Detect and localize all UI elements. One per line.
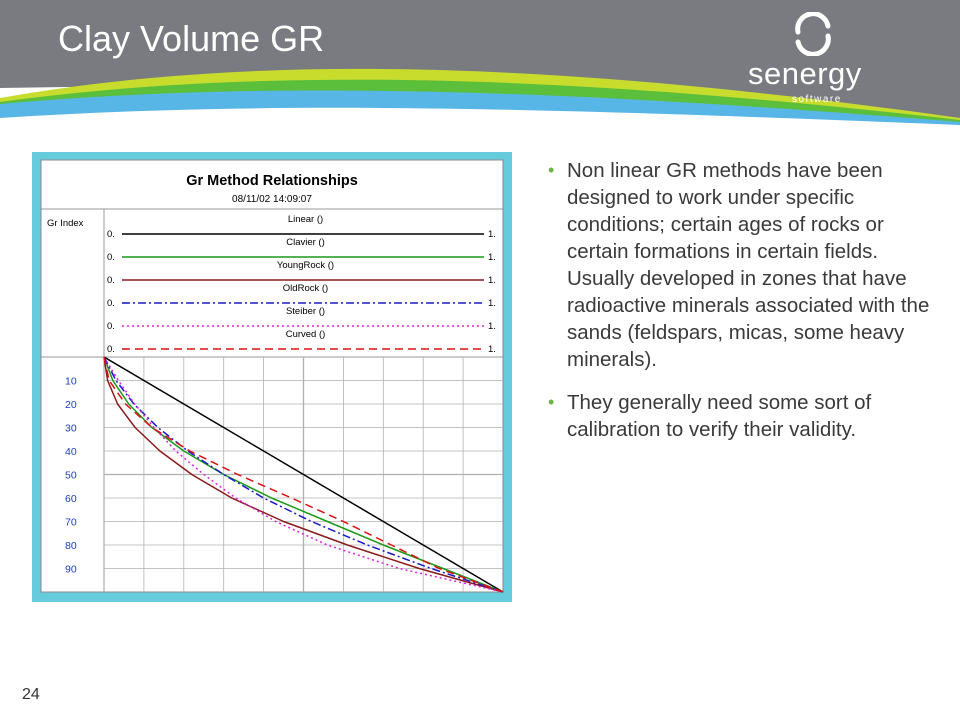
- legend-scale-right: 1.: [488, 275, 496, 286]
- y-tick-label: 90: [65, 563, 77, 576]
- bullet-list: [548, 157, 933, 459]
- chart-panel: [41, 160, 503, 592]
- legend-label: YoungRock (): [276, 260, 335, 271]
- y-tick-label: 40: [65, 446, 77, 458]
- bullet-item: [548, 389, 933, 443]
- y-tick-label: 80: [65, 540, 77, 552]
- bullet-text: Non linear GR methods have been designed to work under specific conditions; certain ages of rocks or certain formations in certain fields. Usually developed in zones that have radioactive minerals associated with the sands (feldspars, micas, some heavy minerals).: [567, 159, 930, 371]
- legend-label: Clavier (): [286, 237, 325, 248]
- legend-scale-right: 1.: [488, 344, 496, 355]
- logo-word: senergy: [748, 56, 862, 91]
- logo-subtext: software: [792, 94, 842, 105]
- legend-scale-right: 1.: [488, 252, 496, 263]
- legend-scale-right: 1.: [488, 298, 496, 309]
- slide-number: 24: [22, 686, 40, 703]
- y-axis-ticks: [65, 376, 77, 576]
- y-tick-label: 50: [65, 469, 77, 482]
- legend-label: Linear (): [287, 214, 324, 225]
- y-tick-label: 70: [65, 516, 77, 529]
- chart-title: Gr Method Relationships: [186, 173, 358, 189]
- chart-timestamp: 08/11/02 14:09:07: [232, 194, 312, 205]
- logo-swirl-icon: [790, 12, 836, 56]
- y-tick-label: 10: [65, 375, 77, 388]
- y-tick-label: 20: [65, 399, 77, 411]
- legend-scale-right: 1.: [488, 321, 496, 332]
- legend-label: Curved (): [285, 329, 326, 340]
- legend-scale-left: 0.: [107, 344, 115, 355]
- slide-header: [0, 0, 960, 125]
- legend-scale-left: 0.: [107, 298, 115, 309]
- y-tick-label: 60: [65, 493, 77, 505]
- legend-scale-left: 0.: [107, 275, 115, 286]
- legend-scale-right: 1.: [488, 229, 496, 240]
- bullet-dot-icon: •: [548, 392, 555, 412]
- chart-svg: [32, 152, 512, 602]
- slide-title: Clay Volume GR: [58, 18, 325, 59]
- bullet-dot-icon: •: [548, 160, 555, 180]
- legend-label: OldRock (): [282, 283, 329, 294]
- bullet-text: They generally need some sort of calibration to verify their validity.: [567, 391, 872, 441]
- legend-label: Steiber (): [285, 306, 326, 317]
- company-logo: [748, 12, 878, 112]
- legend-scale-left: 0.: [107, 321, 115, 332]
- track-header: Gr Index: [47, 218, 84, 229]
- gr-method-chart: [32, 152, 512, 602]
- legend-scale-left: 0.: [107, 252, 115, 263]
- bullet-item: [548, 157, 933, 373]
- legend-scale-left: 0.: [107, 229, 115, 240]
- y-tick-label: 30: [65, 422, 77, 435]
